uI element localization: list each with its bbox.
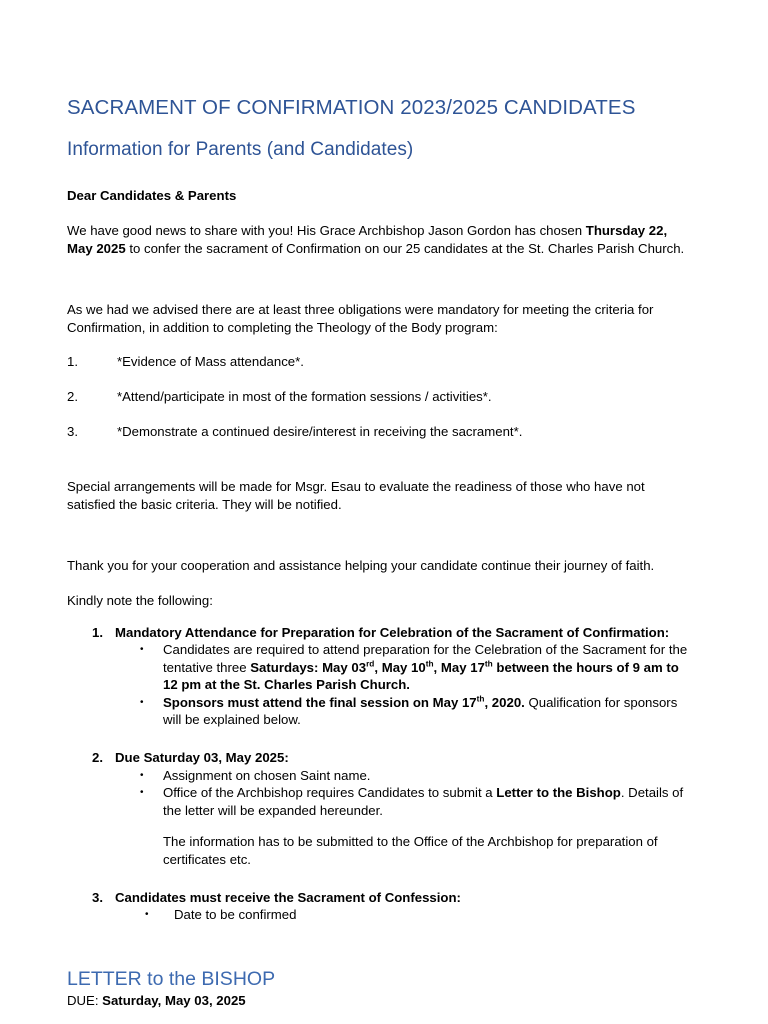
thanks-paragraph: Thank you for your cooperation and assistance helping your candidate continue their journey of faith.	[67, 558, 655, 574]
spacer	[67, 440, 694, 478]
requirement-number: 2.	[92, 750, 103, 766]
special-arrangements-paragraph: Special arrangements will be made for Msgr. Esau to evaluate the readiness of those who have not satisfied the basic criteria. They will be notified.	[67, 479, 645, 512]
bullet-text: Assignment on chosen Saint name.	[163, 767, 371, 783]
requirement-bullets	[140, 906, 694, 924]
requirement-bullets	[140, 767, 694, 869]
bullet-icon: •	[140, 696, 144, 708]
due-date: Saturday, May 03, 2025	[98, 993, 246, 1009]
spacer	[67, 869, 694, 889]
bullet-icon: •	[140, 787, 144, 799]
list-item-text: *Attend/participate in most of the formation sessions / activities*.	[117, 388, 492, 404]
confirmation-date: Thursday 22, May 2025	[67, 222, 668, 256]
list-item-number: 3.	[67, 423, 78, 439]
due-label: DUE:	[67, 993, 99, 1009]
list-item-number: 2.	[67, 388, 78, 404]
obligations-list	[67, 353, 694, 440]
salutation: Dear Candidates & Parents	[67, 188, 237, 204]
bullet-text: Sponsors must attend the final session on May 17th, 2020. Qualification for sponsors will be explained below.	[163, 693, 678, 728]
spacer	[140, 819, 694, 833]
requirement-heading	[92, 749, 694, 767]
spacer	[67, 575, 694, 592]
page-title: SACRAMENT OF CONFIRMATION 2023/2025 CANDIDATES	[67, 96, 636, 119]
bullet-text: Candidates are required to attend preparation for the Celebration of the Sacrament for the tentative three Saturdays: May 03rd, May 10th, May 17th between the hours of 9 am to 12 pm at the St. Charles Parish Church.	[163, 642, 688, 693]
bullet-icon: •	[140, 769, 144, 781]
requirement-label: Candidates must receive the Sacrament of Confession:	[115, 889, 461, 905]
requirement-bullets	[140, 641, 694, 729]
spacer	[67, 336, 694, 353]
list-item-number: 1.	[67, 354, 78, 370]
list-item	[67, 353, 694, 371]
spacer	[67, 610, 694, 624]
spacer	[67, 257, 694, 301]
requirement-heading	[92, 624, 694, 642]
bullet-item	[140, 906, 694, 924]
bullet-text: Date to be confirmed	[174, 907, 297, 923]
intro-text-tail: to confer the sacrament of Confirmation on our 25 candidates at the St. Charles Parish Church.	[125, 240, 685, 256]
page-subtitle: Information for Parents (and Candidates)	[67, 138, 414, 160]
list-item	[67, 388, 694, 406]
requirement-label: Due Saturday 03, May 2025:	[115, 750, 289, 766]
list-item-text: *Demonstrate a continued desire/interest in receiving the sacrament*.	[117, 423, 523, 439]
requirement-label: Mandatory Attendance for Preparation for Celebration of the Sacrament of Confirmation:	[115, 624, 670, 640]
bullet-item	[140, 784, 694, 819]
bullet-icon: •	[140, 644, 144, 656]
spacer	[67, 513, 694, 557]
bullet-icon: •	[145, 909, 149, 921]
requirement-item	[67, 624, 694, 730]
requirement-heading	[92, 889, 694, 907]
bullet-item	[140, 641, 694, 694]
spacer	[67, 729, 694, 749]
requirement-item	[67, 749, 694, 869]
spacer	[67, 924, 694, 968]
requirement-note: The information has to be submitted to the Office of the Archbishop for preparation of certificates etc.	[163, 834, 658, 868]
requirements-list	[67, 624, 694, 924]
intro-paragraph	[67, 222, 694, 257]
spacer	[67, 205, 694, 222]
letter-section-heading: LETTER to the BISHOP	[67, 967, 276, 990]
requirement-number: 1.	[92, 624, 103, 640]
kindly-note-paragraph: Kindly note the following:	[67, 592, 213, 608]
requirement-number: 3.	[92, 889, 103, 905]
list-item-text: *Evidence of Mass attendance*.	[117, 354, 304, 370]
obligations-lead: As we had we advised there are at least three obligations were mandatory for meeting the criteria for Confirmation, in addition to completing the Theology of the Body program:	[67, 302, 654, 335]
requirement-item	[67, 889, 694, 924]
letter-due-line	[67, 992, 694, 1010]
intro-text-lead: We have good news to share with you! His Grace Archbishop Jason Gordon has chosen	[67, 222, 586, 238]
bullet-item	[140, 694, 694, 729]
bullet-text: Office of the Archbishop requires Candidates to submit a Letter to the Bishop. Details of the letter will be expanded hereunder.	[163, 785, 684, 818]
list-item	[67, 423, 694, 441]
bullet-item	[140, 767, 694, 785]
